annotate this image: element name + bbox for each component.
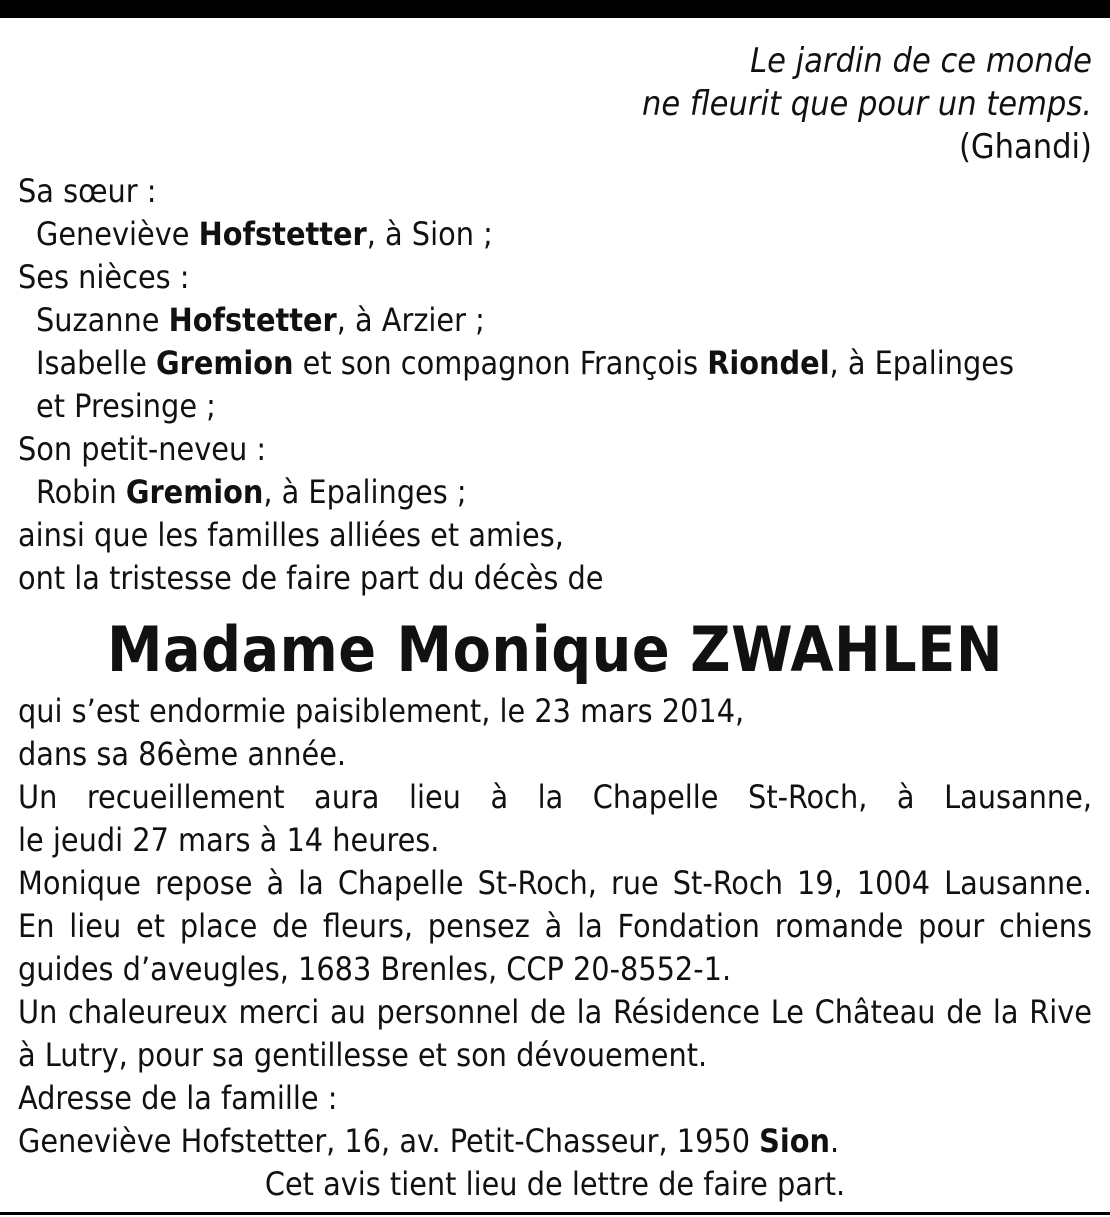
nieces-heading: Ses nièces :: [18, 258, 190, 296]
niece-1-last-name: Hofstetter: [168, 301, 337, 339]
grandnephew-last-name: Gremion: [125, 473, 264, 511]
body-line-6: En lieu et place de fleurs, pensez à la Fondation romande pour chiens: [18, 907, 1092, 945]
body-line-8: Un chaleureux merci au personnel de la Résidence Le Château de la Rive: [18, 993, 1092, 1031]
bottom-border-rule: [0, 1212, 1110, 1215]
address-end: .: [830, 1122, 840, 1160]
niece-2-place: , à Epalinges: [829, 344, 1014, 382]
body-line-4: le jeudi 27 mars à 14 heures.: [18, 821, 440, 859]
family-address: [18, 1120, 1092, 1163]
family-address-heading: Adresse de la famille :: [18, 1079, 338, 1117]
sister-last-name: Hofstetter: [198, 215, 367, 253]
family-list: [18, 170, 1092, 600]
body-line-2: dans sa 86ème année.: [18, 735, 347, 773]
body-line-5: Monique repose à la Chapelle St-Roch, rue St-Roch 19, 1004 Lausanne.: [18, 864, 1092, 902]
allied-families-line: ainsi que les familles alliées et amies,: [18, 516, 564, 554]
quote-author: (Ghandi): [958, 127, 1092, 167]
niece-2-entry: [18, 342, 1092, 385]
niece-2-last-name: Gremion: [155, 344, 294, 382]
closing-line: Cet avis tient lieu de lettre de faire part.: [264, 1165, 846, 1203]
body-line-1: qui s’est endormie paisiblement, le 23 mars 2014,: [18, 692, 745, 730]
grandnephew-first-name: Robin: [36, 473, 117, 511]
niece-1-place: , à Arzier ;: [336, 301, 485, 339]
sister-heading: Sa sœur :: [18, 172, 157, 210]
niece-1-entry: [18, 299, 1092, 342]
grandnephew-entry: [18, 471, 1092, 514]
epigraph-quote: [642, 40, 1092, 169]
top-border-rule: [0, 0, 1110, 18]
sister-entry: [18, 213, 1092, 256]
niece-1-first-name: Suzanne: [36, 301, 160, 339]
quote-line-1: Le jardin de ce monde: [750, 41, 1092, 81]
niece-2-place-continued: et Presinge ;: [36, 387, 216, 425]
body-line-7: guides d’aveugles, 1683 Brenles, CCP 20-8552-1.: [18, 950, 732, 988]
announcement-line: ont la tristesse de faire part du décès de: [18, 559, 604, 597]
sister-first-name: Geneviève: [36, 215, 190, 253]
quote-line-2: ne fleurit que pour un temps.: [641, 84, 1092, 124]
niece-2-partner-last-name: Riondel: [707, 344, 830, 382]
grandnephew-place: , à Epalinges ;: [263, 473, 467, 511]
notice-body: [18, 690, 1092, 1206]
sister-place: , à Sion ;: [366, 215, 493, 253]
niece-2-first-name: Isabelle: [36, 344, 147, 382]
deceased-name-heading: Madame Monique ZWAHLEN: [106, 613, 1004, 686]
grandnephew-heading: Son petit-neveu :: [18, 430, 267, 468]
niece-2-partner-intro: et son compagnon François: [302, 344, 699, 382]
body-line-3: Un recueillement aura lieu à la Chapelle St-Roch, à Lausanne,: [18, 778, 1092, 816]
body-line-9: à Lutry, pour sa gentillesse et son dévouement.: [18, 1036, 708, 1074]
address-city: Sion: [759, 1122, 831, 1160]
address-text: Geneviève Hofstetter, 16, av. Petit-Chasseur, 1950: [18, 1122, 751, 1160]
